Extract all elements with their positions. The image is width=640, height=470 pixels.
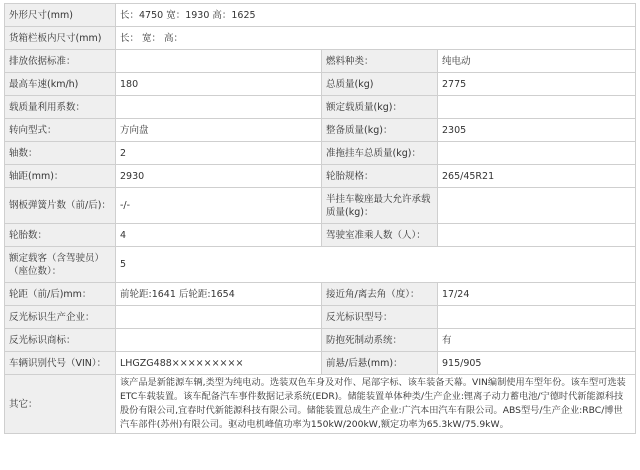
table-row [5,96,636,119]
vehicle-spec-sheet [4,3,635,434]
spec-label: 反光标识型号： [322,306,438,329]
table-row [5,306,636,329]
spec-label: 其它： [5,375,116,434]
spec-label: 反光标识商标： [5,329,116,352]
spec-label: 轮胎规格： [322,165,438,188]
spec-value: 2930 [116,165,322,188]
spec-label: 前悬/后悬(mm)： [322,352,438,375]
spec-label: 钢板弹簧片数（前/后)： [5,188,116,224]
spec-label: 转向型式： [5,119,116,142]
spec-value: 长： 宽： 高： [116,27,636,50]
table-row [5,142,636,165]
spec-label: 外形尺寸(mm) [5,4,116,27]
spec-label: 驾驶室准乘人数（人）： [322,224,438,247]
spec-value [116,329,322,352]
spec-label: 额定载质量(kg)： [322,96,438,119]
spec-label: 排放依据标准： [5,50,116,73]
spec-value [116,96,322,119]
spec-label: 防抱死制动系统： [322,329,438,352]
spec-label: 额定载客（含驾驶员）（座位数）： [5,247,116,283]
spec-value: -/- [116,188,322,224]
table-row [5,283,636,306]
spec-label: 载质量利用系数： [5,96,116,119]
other-notes: 该产品是新能源车辆,类型为纯电动。选装双色车身及对作、尾部字标、该车装备天幕。VIN编制使用车型年份。该车型可选装ETC车载装置。该车配备汽车事件数据记录系统(EDR)。储能装置单体种类/生产企业:锂离子动力蓄电池/宁德时代新能源科技股份有限公司,宜春时代新能源科技有限公司。储能装置总成生产企业:广汽本田汽车有限公司。ABS型号/生产企业:RBC/博世汽车部件(苏州)有限公司。驱动电机峰值功率为150kW/200kW,额定功率为65.3kW/75.9kW。 [116,375,636,434]
spec-label: 货箱栏板内尺寸(mm) [5,27,116,50]
spec-value: 2775 [438,73,636,96]
table-row [5,352,636,375]
spec-value: 5 [116,247,636,283]
spec-value: 方向盘 [116,119,322,142]
spec-value: 2 [116,142,322,165]
spec-value: 2305 [438,119,636,142]
spec-value [438,188,636,224]
spec-label: 轮距（前/后)mm： [5,283,116,306]
spec-label: 轮胎数： [5,224,116,247]
spec-value: 915/905 [438,352,636,375]
table-row [5,224,636,247]
spec-value [438,96,636,119]
spec-value: 17/24 [438,283,636,306]
spec-label: 轴数： [5,142,116,165]
spec-value: 前轮距:1641 后轮距:1654 [116,283,322,306]
spec-value: 265/45R21 [438,165,636,188]
spec-value: LHGZG488××××××××× [116,352,322,375]
table-row [5,4,636,27]
table-row [5,375,636,434]
spec-label: 轴距(mm)： [5,165,116,188]
table-row [5,165,636,188]
table-row [5,50,636,73]
spec-value [438,142,636,165]
table-row [5,27,636,50]
spec-label: 总质量(kg) [322,73,438,96]
spec-label: 准拖挂车总质量(kg)： [322,142,438,165]
spec-value [116,306,322,329]
spec-value: 长：4750 宽：1930 高：1625 [116,4,636,27]
spec-label: 半挂车鞍座最大允许承载质量(kg)： [322,188,438,224]
spec-table [4,3,636,434]
spec-value [438,306,636,329]
spec-label: 车辆识别代号（VIN）： [5,352,116,375]
spec-value [116,50,322,73]
table-row [5,73,636,96]
table-row [5,247,636,283]
spec-value: 纯电动 [438,50,636,73]
spec-label: 整备质量(kg)： [322,119,438,142]
spec-label: 反光标识生产企业： [5,306,116,329]
table-row [5,188,636,224]
spec-label: 接近角/离去角（度）： [322,283,438,306]
spec-value: 180 [116,73,322,96]
table-row [5,329,636,352]
spec-value: 4 [116,224,322,247]
spec-value: 有 [438,329,636,352]
spec-label: 最高车速(km/h) [5,73,116,96]
spec-value [438,224,636,247]
spec-label: 燃料种类： [322,50,438,73]
table-row [5,119,636,142]
